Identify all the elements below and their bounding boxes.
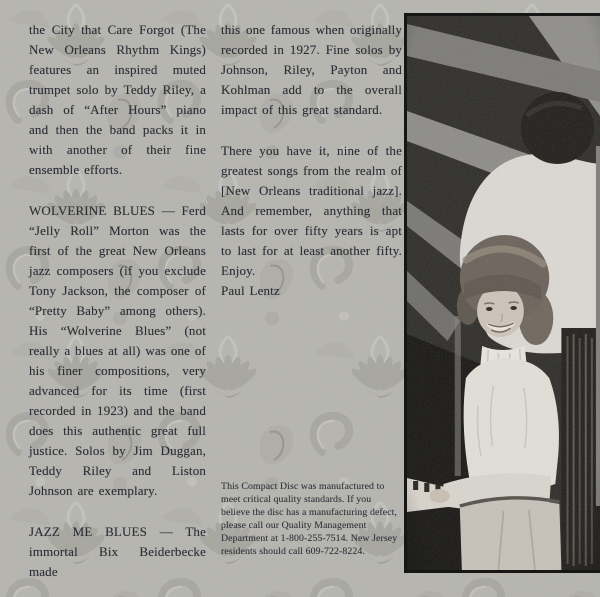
author-signature: Paul Lentz: [221, 283, 280, 298]
photo-grain: [407, 16, 600, 570]
paragraph-wolverine-blues: WOLVERINE BLUES — Ferd “Jelly Roll” Morton was the first of the great New Orleans jazz composers (if you exclude Tony Jackson, the composer of “Pretty Baby” among others). His “Wolverine Blues” (not really a blues at all) was one of his finer compositions, very advanced for its time (first recorded in 1923) and the band does this authentic great full justice. Solos by Jim Duggan, Teddy Riley and Liston Johnson are exemplary.: [29, 203, 206, 498]
middle-text-column: [221, 20, 402, 322]
quality-disclaimer-fine-print: This Compact Disc was manufactured to meet critical quality standards. If you believe the disc has a manufacturing defect, please call our Quality Management Department at 1-800-255-7514. New Jersey residents should call 609-722-8224.: [221, 481, 398, 557]
paragraph-closing-remarks: There you have it, nine of the greatest songs from the realm of [New Orleans traditional jazz]. And remember, anything that lasts for over fifty years is apt to last for at least another fifty. Enjoy.: [221, 143, 402, 278]
paragraph-jazz-me-continuation: this one famous when originally recorded in 1927. Fine solos by Johnson, Riley, Payton and Kohlman add to the overall impact of this great standard.: [221, 22, 402, 117]
paragraph-jazz-me-blues: JAZZ ME BLUES — The immortal Bix Beiderbecke made: [29, 524, 206, 579]
photo-child-at-piano: [404, 13, 600, 573]
paragraph-city-care-forgot: the City that Care Forgot (The New Orleans Rhythm Kings) features an inspired muted trumpet solo by Teddy Riley, a dash of “After Hours” piano and then the band packs it in with another of their fine ensemble efforts.: [29, 22, 206, 177]
left-text-column: [29, 20, 206, 597]
